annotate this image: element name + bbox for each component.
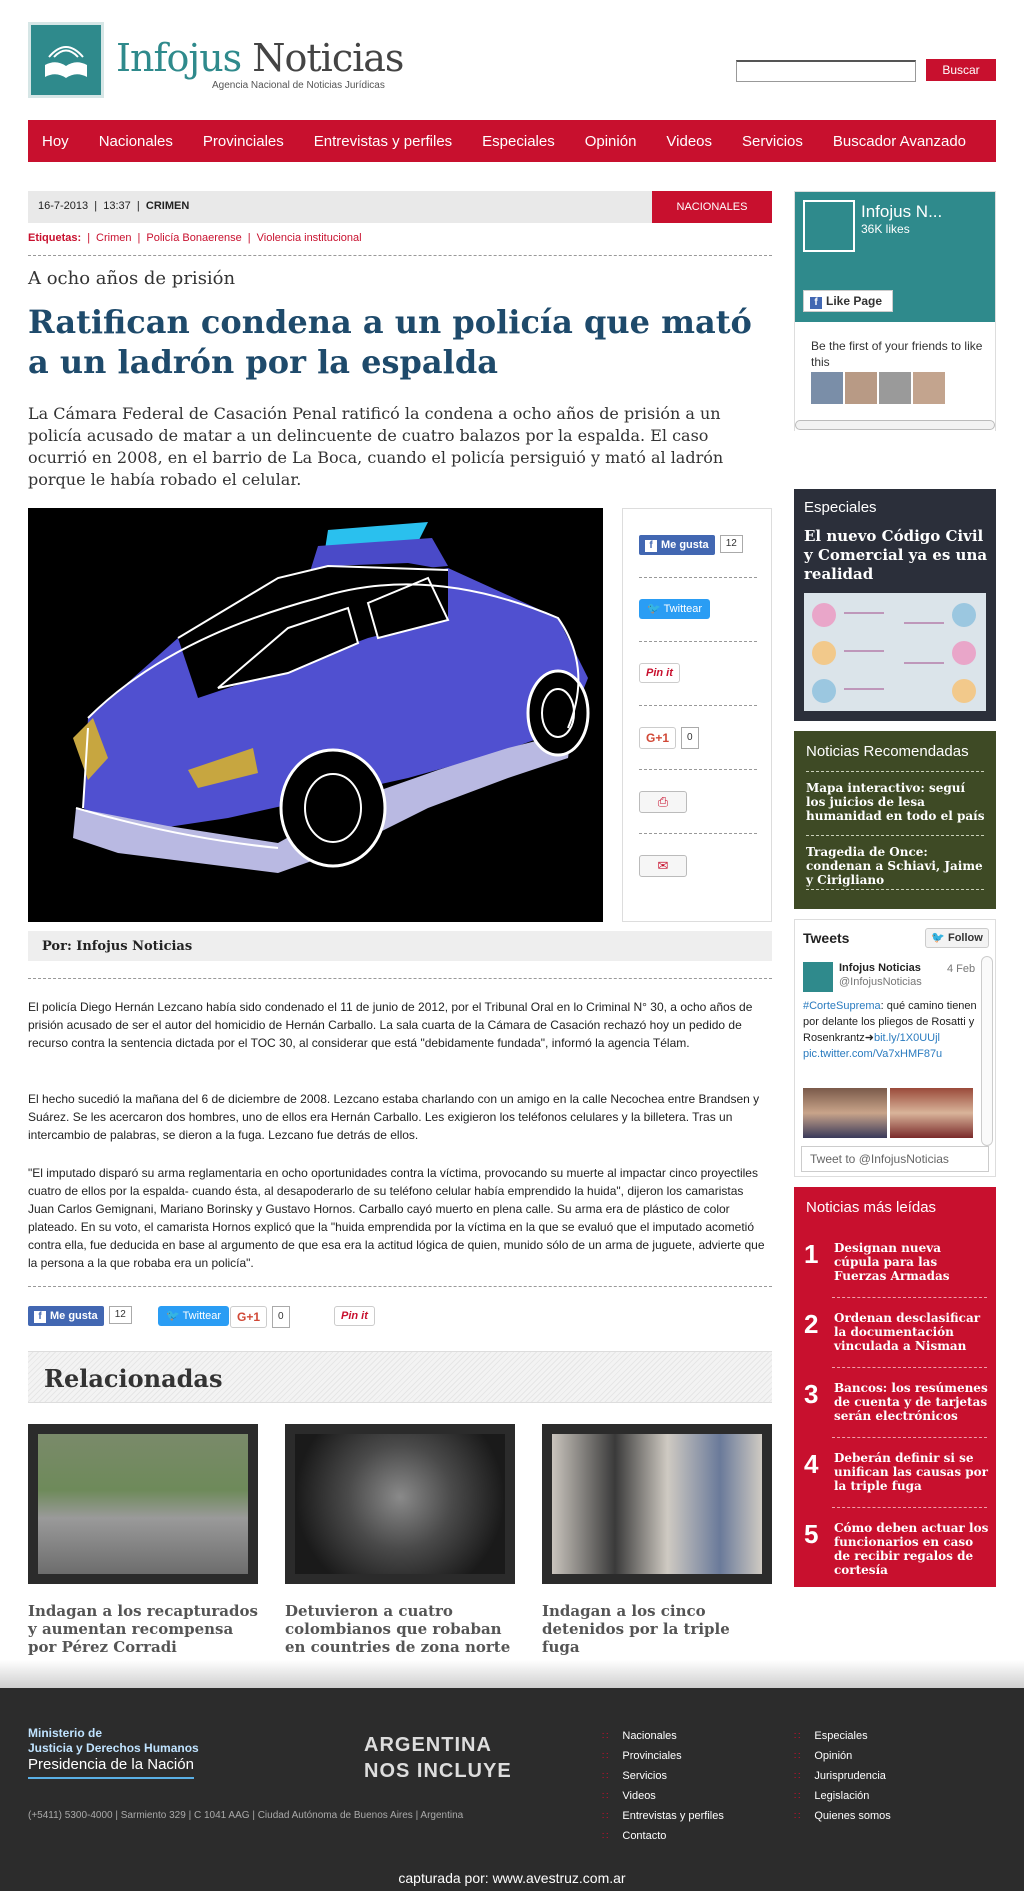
footer-link[interactable]: Entrevistas y perfiles <box>622 1810 724 1822</box>
article-datetime: 16-7-2013 | 13:37 | CRIMEN <box>38 200 190 212</box>
fb-like-page-label: Like Page <box>826 294 883 308</box>
avatar[interactable] <box>879 372 911 404</box>
avatar[interactable] <box>803 962 833 992</box>
book-sun-icon <box>39 35 93 89</box>
rank-number: 5 <box>804 1519 819 1549</box>
article-time: 13:37 <box>103 200 131 212</box>
twitter-bird-icon: 🐦 <box>931 932 945 944</box>
article-category[interactable]: CRIMEN <box>145 200 190 212</box>
rank-number: 2 <box>804 1309 819 1339</box>
footer-address: (+5411) 5300-4000 | Sarmiento 329 | C 1041 AAG | Ciudad Autónoma de Buenos Aires | Argentina <box>28 1810 464 1821</box>
rank-number: 1 <box>804 1239 819 1269</box>
article-meta-bar <box>28 191 772 223</box>
bullet-icon: ∷ <box>602 1731 609 1742</box>
twitter-bird-icon: 🐦 <box>166 1310 180 1322</box>
argentina-line-2: NOS INCLUYE <box>364 1760 512 1782</box>
related-headline[interactable]: Detuvieron a cuatro colombianos que robaban en countries de zona norte <box>285 1602 511 1656</box>
police-car-drawing <box>28 508 603 922</box>
ministry-name[interactable] <box>28 1726 199 1756</box>
tag-link[interactable]: Policía Bonaerense <box>146 232 242 244</box>
fb-page-likes: 36K likes <box>861 222 910 236</box>
gplus-count: 0 <box>272 1306 290 1328</box>
related-photo <box>552 1434 762 1574</box>
tweets-title: Tweets <box>803 930 850 946</box>
divider <box>832 1297 987 1298</box>
nav-item-nacionales[interactable]: Nacionales <box>98 132 173 150</box>
divider <box>832 1437 987 1438</box>
print-button[interactable] <box>639 791 687 813</box>
related-image-frame[interactable] <box>542 1424 772 1584</box>
tweet-row <box>639 599 710 621</box>
recomendada-item[interactable]: Tragedia de Once: condenan a Schiavi, Jaime y Cirigliano <box>806 845 983 887</box>
share-box <box>622 508 772 922</box>
pin-it-button[interactable]: Pin it <box>639 663 680 683</box>
twitter-bird-icon: 🐦 <box>647 603 661 615</box>
gplus-count: 0 <box>681 727 699 749</box>
gplus-button[interactable]: G+1 <box>639 727 676 749</box>
infojus-logo-icon <box>803 200 855 252</box>
divider <box>28 1286 772 1287</box>
tweet-to-input[interactable]: Tweet to @InfojusNoticias <box>801 1146 989 1172</box>
fb-like-count: 12 <box>720 535 743 553</box>
envelope-icon: ✉ <box>657 858 669 873</box>
nav-item-hoy[interactable]: Hoy <box>42 132 69 150</box>
footer-link[interactable]: Contacto <box>622 1830 667 1842</box>
footer-shadow <box>0 1660 1024 1688</box>
especiales-label[interactable]: Especiales <box>804 499 877 516</box>
facebook-icon: f <box>810 297 822 309</box>
footer-link[interactable]: Opinión <box>814 1750 853 1762</box>
printer-icon: ⎙ <box>657 794 669 809</box>
argentina-nos-incluye-logo[interactable] <box>364 1732 512 1784</box>
bullet-icon: ∷ <box>794 1771 801 1782</box>
footer-link[interactable]: Especiales <box>814 1730 868 1742</box>
inline-share-bar <box>28 1306 772 1328</box>
main-nav <box>28 120 996 162</box>
search-input[interactable] <box>736 60 916 82</box>
tweet-author-handle[interactable]: @InfojusNoticias <box>839 976 922 988</box>
divider <box>832 1507 987 1508</box>
tweet-author-name[interactable]: Infojus Noticias <box>839 962 921 974</box>
related-headline[interactable]: Indagan a los recapturados y aumentan recompensa por Pérez Corradi <box>28 1602 258 1656</box>
related-card[interactable] <box>28 1424 258 1656</box>
capture-credit: capturada por: www.avestruz.com.ar <box>398 1870 626 1886</box>
article-byline: Por: Infojus Noticias <box>28 931 772 961</box>
divider <box>806 889 984 890</box>
bullet-icon: ∷ <box>794 1731 801 1742</box>
nav-item-servicios[interactable]: Servicios <box>742 132 803 150</box>
related-card[interactable] <box>542 1424 772 1656</box>
mas-leida-title[interactable]: Deberán definir si se unifican las causas por la triple fuga <box>834 1451 988 1493</box>
tweet-label: Twittear <box>663 603 703 615</box>
divider <box>28 255 772 256</box>
mas-leida-title[interactable]: Designan nueva cúpula para las Fuerzas Armadas <box>834 1241 950 1283</box>
mas-leidas-box <box>794 1187 996 1587</box>
tweet-label: Twittear <box>182 1310 222 1322</box>
facebook-icon: f <box>645 540 657 552</box>
print-row <box>639 791 687 813</box>
nav-item-provinciales[interactable]: Provinciales <box>202 132 284 150</box>
fb-friend-faces <box>811 372 945 404</box>
brand-noticias: Noticias <box>252 36 404 80</box>
avatar[interactable] <box>913 372 945 404</box>
related-section-header <box>28 1351 772 1403</box>
twitter-follow-label: Follow <box>947 932 983 944</box>
inline-fb-group <box>28 1306 132 1326</box>
bullet-icon: ∷ <box>794 1811 801 1822</box>
recomendadas-box <box>794 731 996 909</box>
fb-like-label: Me gusta <box>50 1310 98 1322</box>
mas-leida-item[interactable] <box>804 1519 994 1579</box>
nav-item-videos[interactable]: Videos <box>666 132 713 150</box>
fb-like-label: Me gusta <box>661 539 709 551</box>
fb-horizontal-scrollbar[interactable] <box>795 420 995 430</box>
argentina-line-1: ARGENTINA <box>364 1734 492 1756</box>
facebook-page-widget <box>794 191 996 431</box>
tag-link[interactable]: Violencia institucional <box>256 232 362 244</box>
article-tags: Etiquetas: | Crimen | Policía Bonaerense | Violencia institucional <box>28 232 362 244</box>
fb-cover[interactable] <box>795 192 995 322</box>
mas-leida-item[interactable] <box>804 1239 994 1299</box>
article-kicker: A ocho años de prisión <box>28 268 236 289</box>
mas-leida-item[interactable] <box>804 1309 994 1369</box>
tweet-media[interactable] <box>803 1088 973 1138</box>
related-image-frame[interactable] <box>285 1424 515 1584</box>
related-image-frame[interactable] <box>28 1424 258 1584</box>
tweet-hashtag[interactable]: #CorteSuprema <box>803 1000 881 1012</box>
rank-number: 4 <box>804 1449 819 1479</box>
inline-gplus-group <box>230 1306 290 1328</box>
tweet-button[interactable] <box>639 599 710 619</box>
section-badge[interactable]: NACIONALES <box>652 191 772 223</box>
footer-link[interactable]: Legislación <box>814 1790 870 1802</box>
tweet-date[interactable]: 4 Feb <box>947 963 976 975</box>
fb-like-button[interactable] <box>28 1306 104 1326</box>
tweet-media-link[interactable]: pic.twitter.com/Va7xHMF87u <box>803 1048 943 1060</box>
tag-link[interactable]: Crimen <box>96 232 132 244</box>
tweet-text <box>803 998 978 1062</box>
related-title: Relacionadas <box>44 1364 223 1393</box>
tweets-scrollbar[interactable] <box>981 956 993 1146</box>
nav-item-buscador[interactable]: Buscador Avanzado <box>832 132 967 150</box>
site-title[interactable] <box>116 36 403 80</box>
bullet-icon: ∷ <box>602 1751 609 1762</box>
bullet-icon: ∷ <box>602 1811 609 1822</box>
tweet-button[interactable] <box>158 1306 229 1326</box>
email-row <box>639 855 687 877</box>
article-hero-image <box>28 508 603 922</box>
tweet-photo <box>803 1088 887 1138</box>
especiales-title[interactable]: El nuevo Código Civil y Comercial ya es una realidad <box>804 527 988 583</box>
footer-links-col-2 <box>794 1730 891 1830</box>
footer-link[interactable]: Videos <box>622 1790 656 1802</box>
ministry-line-1: Ministerio de <box>28 1726 103 1740</box>
tweet-body: : qué camino tienen por delante los pliegos de Rosatti y Rosenkrantz➜ <box>803 1000 977 1044</box>
mas-leida-title[interactable]: Cómo deben actuar los funcionarios en caso de recibir regalos de cortesía <box>834 1521 989 1577</box>
search-button[interactable]: Buscar <box>926 59 996 81</box>
footer-link[interactable]: Provinciales <box>622 1750 682 1762</box>
infojus-logo[interactable] <box>28 22 104 98</box>
mas-leida-item[interactable] <box>804 1449 994 1509</box>
gplus-row <box>639 727 699 749</box>
bullet-icon: ∷ <box>602 1791 609 1802</box>
divider <box>639 833 757 834</box>
recomendadas-label: Noticias Recomendadas <box>806 743 969 760</box>
mas-leida-item[interactable] <box>804 1379 994 1439</box>
related-photo <box>295 1434 505 1574</box>
bullet-icon: ∷ <box>602 1771 609 1782</box>
footer-links-col-1 <box>602 1730 724 1850</box>
divider <box>639 705 757 706</box>
divider <box>639 769 757 770</box>
fb-page-name[interactable]: Infojus N... <box>861 202 943 221</box>
nav-item-entrevistas[interactable]: Entrevistas y perfiles <box>313 132 453 150</box>
especiales-image[interactable] <box>804 593 986 711</box>
article-headline: Ratifican condena a un policía que mató a un ladrón por la espalda <box>28 303 752 381</box>
footer-link[interactable]: Jurisprudencia <box>814 1770 886 1782</box>
nav-item-opinion[interactable]: Opinión <box>584 132 637 150</box>
pin-row <box>639 663 680 685</box>
footer-link[interactable]: Nacionales <box>622 1730 677 1742</box>
divider <box>639 577 757 578</box>
brand-infojus: Infojus <box>116 36 242 80</box>
footer-link[interactable]: Servicios <box>622 1770 667 1782</box>
divider <box>806 771 984 772</box>
mas-leida-title[interactable]: Bancos: los resúmenes de cuenta y de tarjetas serán electrónicos <box>834 1381 988 1423</box>
fb-like-count: 12 <box>109 1306 132 1324</box>
tags-label: Etiquetas: <box>28 232 82 244</box>
article-date: 16-7-2013 <box>38 200 89 212</box>
article-lead: La Cámara Federal de Casación Penal ratificó la condena a ocho años de prisión a un policía acusado de matar a un delincuente de cuatro balazos por la espalda. El caso ocurrió en 2008, en el barrio de La Boca, cuando el policía persiguió y mató al ladrón porque le había robado el celular. <box>28 404 724 489</box>
twitter-timeline-widget <box>794 919 996 1177</box>
divider <box>832 1367 987 1368</box>
avatar[interactable] <box>811 372 843 404</box>
codigo-civil-illustration <box>804 593 986 711</box>
fb-like-button[interactable] <box>639 535 715 555</box>
rank-number: 3 <box>804 1379 819 1409</box>
mas-leidas-label: Noticias más leídas <box>806 1199 937 1216</box>
presidencia-logo[interactable]: Presidencia de la Nación <box>28 1756 194 1779</box>
site-tagline: Agencia Nacional de Noticias Jurídicas <box>212 80 385 91</box>
divider <box>806 835 984 836</box>
bullet-icon: ∷ <box>794 1791 801 1802</box>
related-photo <box>38 1434 248 1574</box>
fb-like-row <box>639 535 743 557</box>
email-button[interactable] <box>639 855 687 877</box>
avatar[interactable] <box>845 372 877 404</box>
ministry-line-2: Justicia y Derechos Humanos <box>28 1741 199 1755</box>
recomendada-item[interactable]: Mapa interactivo: seguí los juicios de lesa humanidad en todo el país <box>806 781 985 823</box>
related-headline[interactable]: Indagan a los cinco detenidos por la triple fuga <box>542 1602 730 1656</box>
tweet-link[interactable]: bit.ly/1X0UUjl <box>873 1032 940 1044</box>
fb-like-page-button[interactable] <box>803 290 893 312</box>
facebook-icon: f <box>34 1311 46 1323</box>
bullet-icon: ∷ <box>794 1751 801 1762</box>
related-card[interactable] <box>285 1424 515 1656</box>
divider <box>639 641 757 642</box>
site-header <box>28 22 996 102</box>
nav-item-especiales[interactable]: Especiales <box>482 132 555 150</box>
pin-it-button[interactable]: Pin it <box>334 1306 375 1326</box>
article-paragraph: El hecho sucedió la mañana del 6 de diciembre de 2008. Lezcano estaba charlando con un amigo en la calle Necochea entre Brandsen y Suárez. Se les acercaron dos hombres, uno de ellos era Hernán Carballo. Les exigieron los teléfonos celulares y la billetera. Tras un intercambio de palabras, se dieron a la fuga. Lezcano fue detrás de ellos. <box>28 1092 760 1142</box>
divider <box>28 978 772 979</box>
especiales-box <box>794 489 996 721</box>
gplus-button[interactable]: G+1 <box>230 1306 267 1328</box>
footer-link[interactable]: Quienes somos <box>814 1810 891 1822</box>
twitter-follow-button[interactable] <box>925 928 989 948</box>
site-footer <box>0 1688 1024 1891</box>
article-paragraph: "El imputado disparó su arma reglamentaria en ocho oportunidades contra la víctima, provocando su muerte al impactar cinco proyectiles cuatro de ellos por la espalda- cuando ésta, al desapoderarlo de su teléfono celular había emprendido la huida", dijeron los camaristas Juan Carlos Gemignani, Mariano Borinsky y Gustavo Hornos. Carballo cayó muerto en plena calle. Su arma era de plástico de color plateado. En su voto, el camarista Hornos explicó que la "huida emprendida por la víctima en la que se evaluó que el imputado acometió contra ella, fue deducida en base al argumento de que esa era la actitud lógica de quien, munido sólo de un arma de juguete, advierte que la persona a la que robaba era un policía". <box>28 1166 765 1270</box>
article-paragraph: El policía Diego Hernán Lezcano había sido condenado el 11 de junio de 2012, por el Tribunal Oral en lo Criminal N° 30, a ocho años de prisión acusado de ser el autor del homicidio de Hernán Carballo. La sala cuarta de la Cámara de Casación rechazó hoy un pedido de recurso contra la sentencia dictada por el TOC 30, al considerar que está "debidamente fundada", informó la agencia Télam. <box>28 1000 753 1050</box>
tweet-photo <box>890 1088 974 1138</box>
fb-friends-text: Be the first of your friends to like this <box>811 339 983 369</box>
mas-leida-title[interactable]: Ordenan desclasificar la documentación vinculada a Nisman <box>834 1311 981 1353</box>
bullet-icon: ∷ <box>602 1831 609 1842</box>
